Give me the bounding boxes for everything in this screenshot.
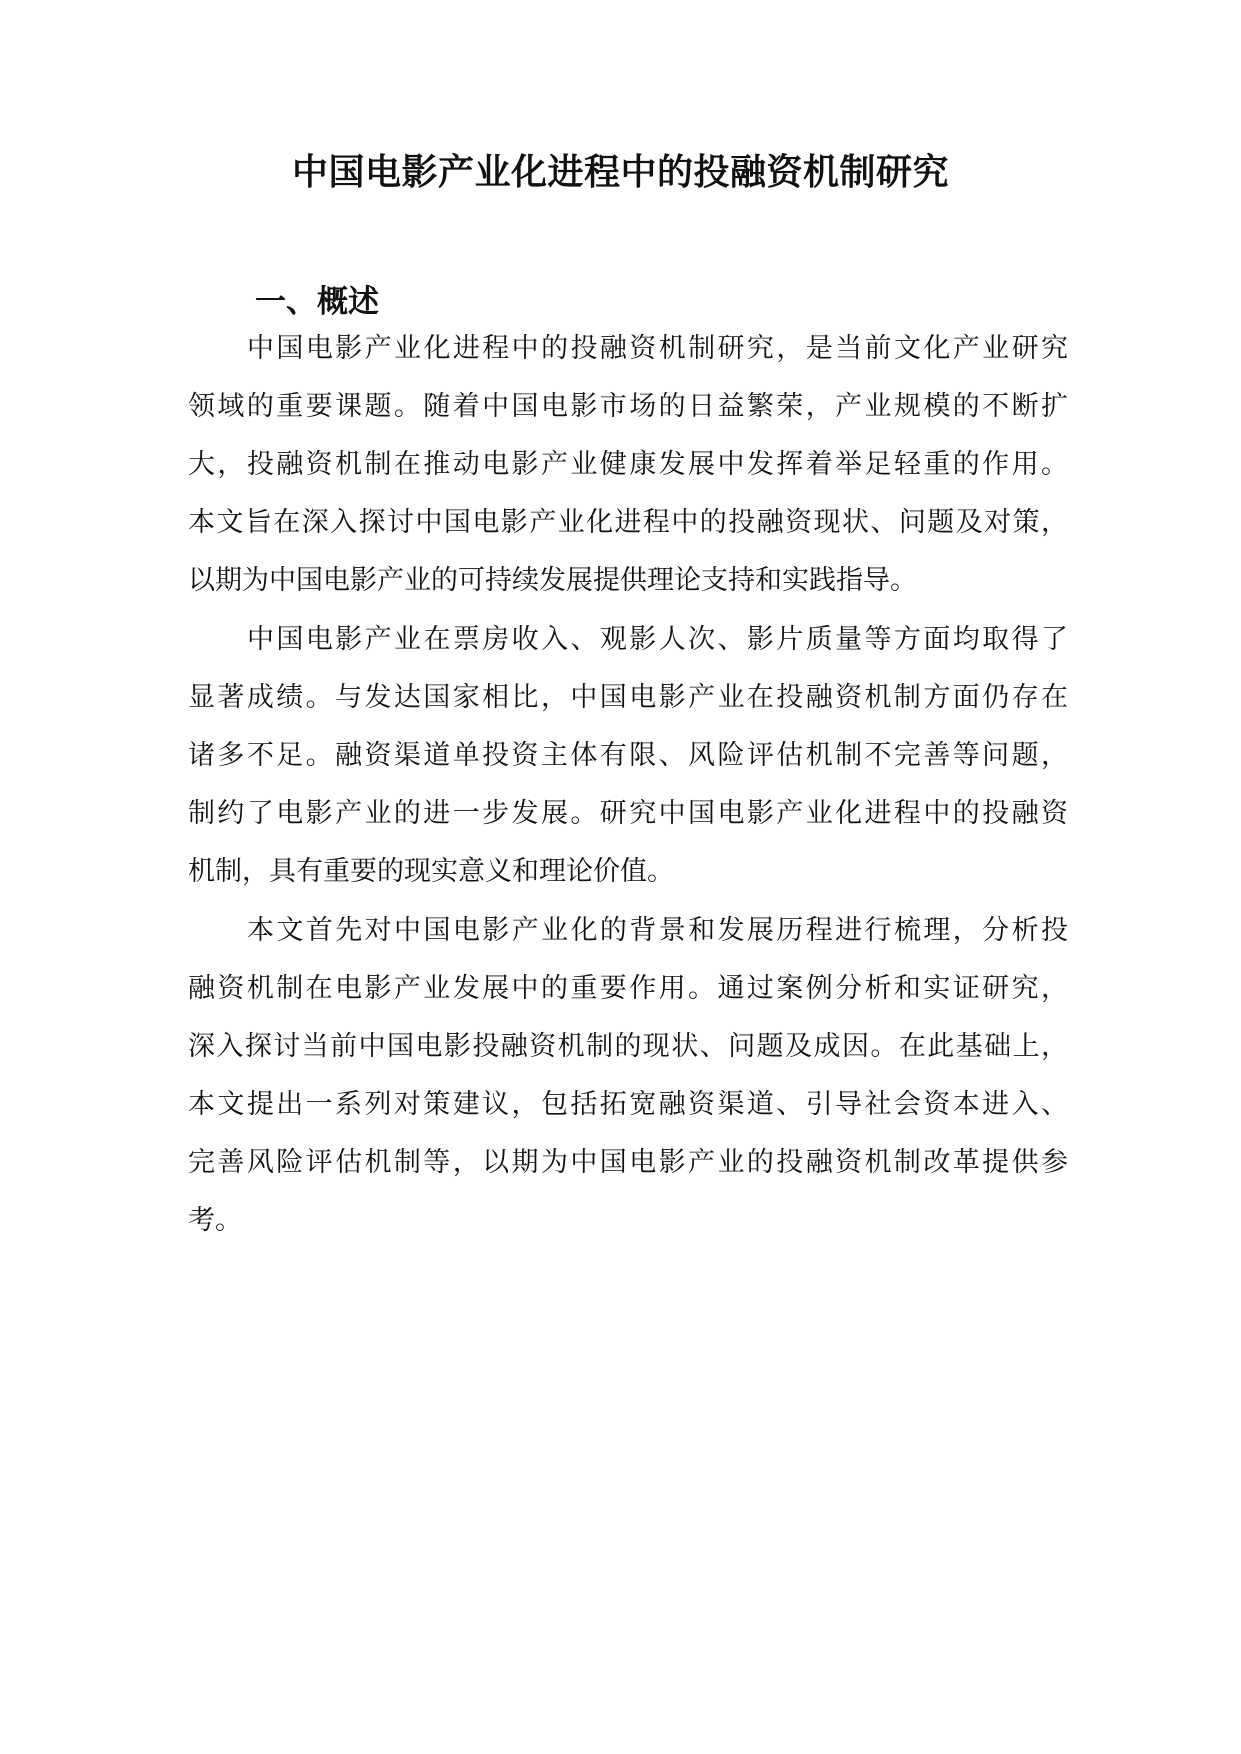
paragraph-2-line-1: 中国电影产业在票房收入、观影人次、影片质量等方面均取得了 xyxy=(247,624,1068,655)
paragraph-3-line-1: 本文首先对中国电影产业化的背景和发展历程进行梳理，分析投 xyxy=(247,915,1068,946)
paragraph-1-line-1: 中国电影产业化进程中的投融资机制研究，是当前文化产业研究 xyxy=(247,333,1068,364)
paragraph-3-line-4: 本文提出一系列对策建议，包括拓宽融资渠道、引导社会资本进入、 xyxy=(188,1089,1068,1120)
paragraph-3-line-5: 完善风险评估机制等，以期为中国电影产业的投融资机制改革提供参 xyxy=(188,1147,1068,1178)
paragraph-3-line-3: 深入探讨当前中国电影投融资机制的现状、问题及成因。在此基础上， xyxy=(188,1031,1068,1062)
paragraph-1-line-4: 本文旨在深入探讨中国电影产业化进程中的投融资现状、问题及对策， xyxy=(188,507,1068,538)
paragraph-1-line-5: 以期为中国电影产业的可持续发展提供理论支持和实践指导。 xyxy=(188,565,917,596)
paragraph-2-line-2: 显著成绩。与发达国家相比，中国电影产业在投融资机制方面仍存在 xyxy=(188,682,1068,713)
paragraph-2-line-3: 诸多不足。融资渠道单投资主体有限、风险评估机制不完善等问题， xyxy=(188,740,1068,771)
paragraph-1-line-2: 领域的重要课题。随着中国电影市场的日益繁荣，产业规模的不断扩 xyxy=(188,391,1068,422)
section-heading: 一、概述 xyxy=(255,284,379,320)
paragraph-2-line-5: 机制，具有重要的现实意义和理论价值。 xyxy=(188,856,674,887)
document-title: 中国电影产业化进程中的投融资机制研究 xyxy=(291,152,949,193)
paragraph-3-line-2: 融资机制在电影产业发展中的重要作用。通过案例分析和实证研究， xyxy=(188,973,1068,1004)
paragraph-3-line-6: 考。 xyxy=(188,1205,242,1236)
paragraph-1-line-3: 大，投融资机制在推动电影产业健康发展中发挥着举足轻重的作用。 xyxy=(188,449,1068,480)
paragraph-2-line-4: 制约了电影产业的进一步发展。研究中国电影产业化进程中的投融资 xyxy=(188,798,1068,829)
